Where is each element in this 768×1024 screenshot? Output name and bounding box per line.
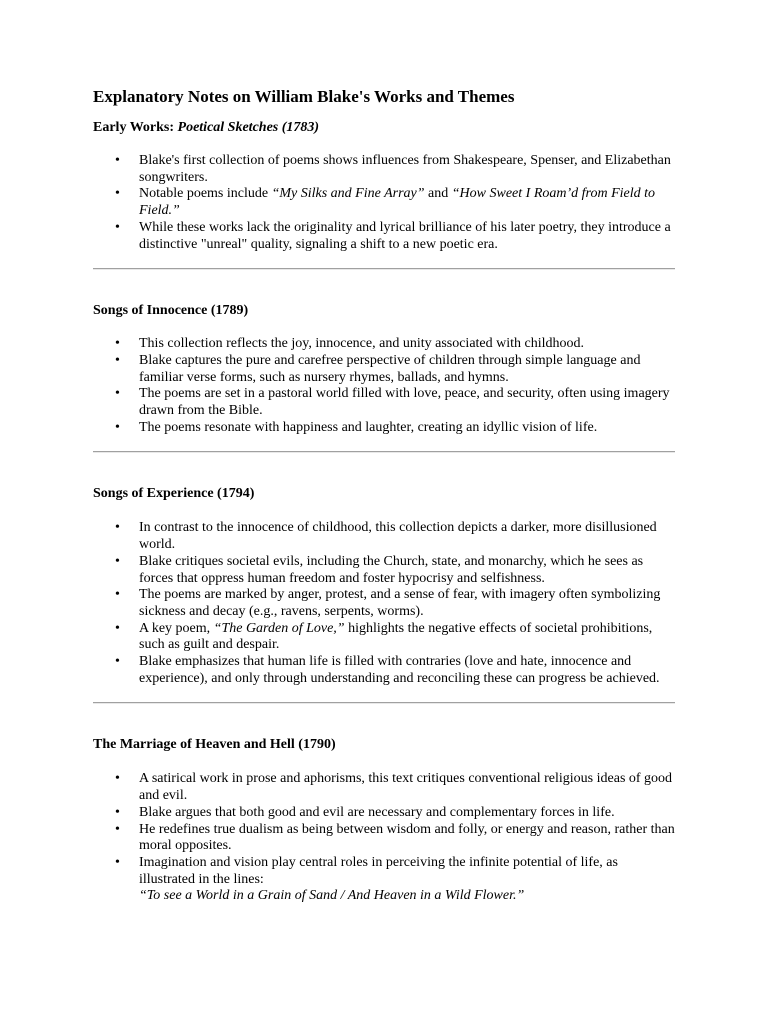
list-item-text: The poems are marked by anger, protest, and a sense of fear, with imagery often symbolizing sickness and decay (e.g., ravens, serpents, worms). [139, 587, 661, 619]
list-item: • Blake captures the pure and carefree perspective of children through simple language and familiar verse forms, such as nursery rhymes, ballads, and hymns. [93, 353, 676, 386]
list-item-text: A key poem, [139, 620, 214, 636]
marriage-list [93, 771, 676, 905]
section-divider [93, 451, 675, 453]
list-item [93, 654, 676, 687]
quotation: “To see a World in a Grain of Sand / And Heaven in a Wild Flower.” [139, 888, 525, 904]
list-item-text: In contrast to the innocence of childhood, this collection depicts a darker, more disillusioned world. [139, 520, 657, 553]
list-item: • This collection reflects the joy, innocence, and unity associated with childhood. [93, 336, 676, 353]
list-item-text: Blake emphasizes that human life is filled with contraries (love and hate, innocence and experience), and only through understanding and reconciling these can progress be achieved. [139, 654, 660, 686]
list-item-text: Imagination and vision play central roles in perceiving the infinite potential of life, as illustrated in the lines: [139, 854, 618, 887]
list-item-text: Blake argues that both good and evil are necessary and complementary forces in life. [139, 804, 615, 820]
document-page [93, 86, 676, 905]
list-item-text: and [424, 186, 452, 202]
early-works-list [93, 153, 676, 253]
innocence-list [93, 336, 676, 436]
list-item-text: Blake's first collection of poems shows influences from Shakespeare, Spenser, and Elizabethan songwriters. [139, 153, 671, 185]
list-item-text: While these works lack the originality and lyrical brilliance of his later poetry, they introduce a distinctive "unreal" quality, signaling a shift to a new poetic era. [139, 219, 671, 252]
list-item [93, 805, 676, 822]
list-item [93, 153, 676, 186]
list-item-text: highlights the negative effects of societal prohibitions, such as guilt and despair. [139, 620, 653, 653]
experience-list [93, 520, 676, 687]
list-item-text: He redefines true dualism as being between wisdom and folly, or energy and reason, rather than moral opposites. [139, 821, 675, 854]
section-divider [93, 268, 675, 270]
list-item-text: A satirical work in prose and aphorisms, this text critiques conventional religious ideas of good and evil. [139, 771, 673, 804]
list-item-text: Blake critiques societal evils, including the Church, state, and monarchy, which he sees as forces that oppress human freedom and foster hypocrisy and selfishness. [139, 553, 644, 586]
list-item [93, 855, 676, 905]
list-item [93, 520, 676, 553]
early-works-heading-prefix: Early Works: [93, 120, 178, 135]
section-divider [93, 702, 675, 704]
document-title: Explanatory Notes on William Blake's Works and Themes [93, 87, 515, 106]
list-item [93, 554, 676, 587]
list-item: • The poems resonate with happiness and laughter, creating an idyllic vision of life. [93, 420, 676, 437]
list-item [93, 621, 676, 654]
marriage-heading: The Marriage of Heaven and Hell (1790) [93, 737, 336, 753]
list-item [93, 220, 676, 253]
list-item [93, 771, 676, 804]
innocence-heading: Songs of Innocence (1789) [93, 303, 249, 319]
list-item [93, 822, 676, 855]
poem-title: “My Silks and Fine Array” [271, 186, 425, 202]
early-works-heading-title: Poetical Sketches (1783) [177, 120, 320, 135]
experience-heading: Songs of Experience (1794) [93, 486, 255, 502]
list-item: • The poems are set in a pastoral world filled with love, peace, and security, often using imagery drawn from the Bible. [93, 386, 676, 419]
list-item [93, 587, 676, 620]
poem-title: “How Sweet I Roam’d from Field to Field.” [139, 186, 656, 219]
early-works-heading [93, 119, 676, 136]
poem-title: “The Garden of Love,” [213, 620, 345, 636]
list-item [93, 186, 676, 219]
list-item-text: Notable poems include [139, 186, 272, 202]
